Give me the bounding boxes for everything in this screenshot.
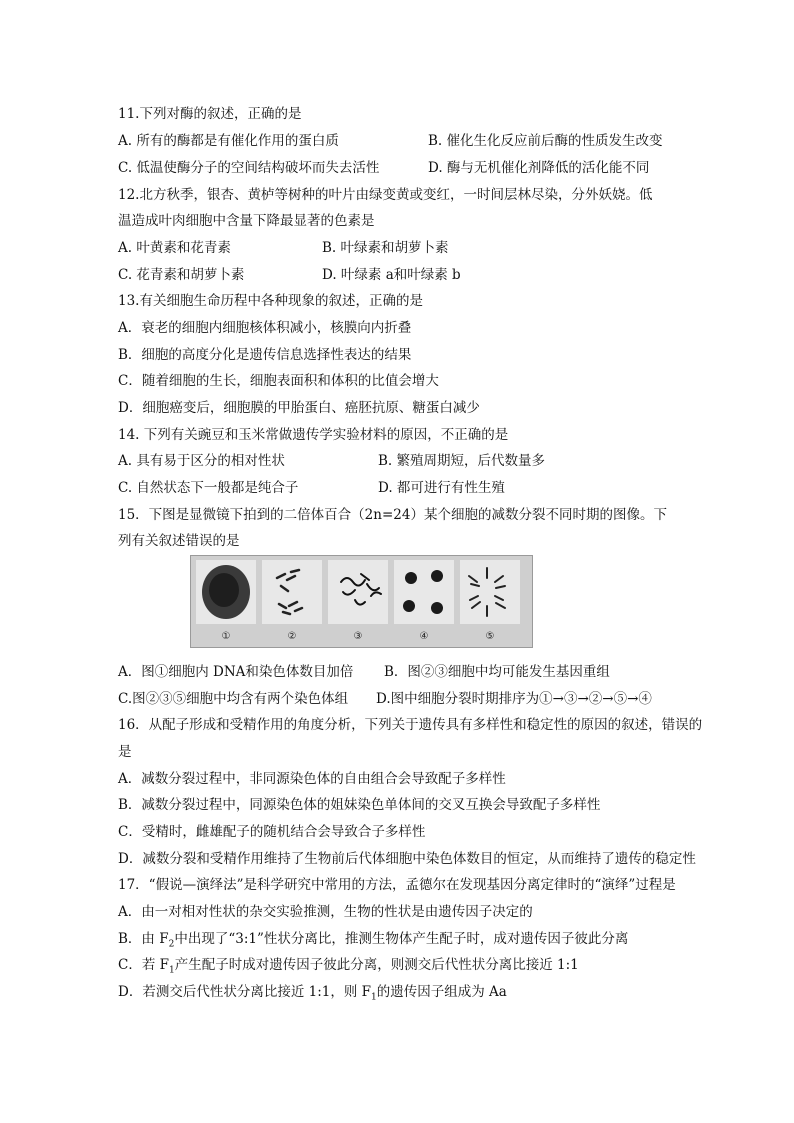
q14-option-c: C. 自然状态下一般都是纯合子 bbox=[118, 480, 299, 496]
q17-b-subscript: 2 bbox=[168, 939, 175, 950]
q17-b-prefix: B．由 F bbox=[118, 931, 169, 947]
q15-option-b: B．图②③细胞中均可能发生基因重组 bbox=[384, 664, 610, 680]
q15-option-a: A．图①细胞内 DNA和染色体数目加倍 bbox=[118, 664, 354, 680]
q12-stem-line2: 温造成叶肉细胞中含量下降最显著的色素是 bbox=[118, 213, 375, 229]
q13-option-a: A．衰老的细胞内细胞核体积减小，核膜向内折叠 bbox=[118, 320, 412, 336]
q17-option-a: A．由一对相对性状的杂交实验推测，生物的性状是由遗传因子决定的 bbox=[118, 904, 533, 920]
q16-option-c: C．受精时，雌雄配子的随机结合会导致合子多样性 bbox=[118, 824, 426, 840]
q11-stem: 11.下列对酶的叙述，正确的是 bbox=[118, 106, 302, 122]
q14-option-b: B. 繁殖周期短，后代数量多 bbox=[378, 453, 546, 469]
q17-d-subscript: 1 bbox=[371, 992, 377, 1003]
q14-stem: 14. 下列有关豌豆和玉米常做遗传学实验材料的原因，不正确的是 bbox=[118, 427, 509, 443]
q16-stem-line1: 16．从配子形成和受精作用的角度分析，下列关于遗传具有多样性和稳定性的原因的叙述，错误的 bbox=[118, 717, 703, 733]
q11-option-a: A. 所有的酶都是有催化作用的蛋白质 bbox=[118, 133, 339, 149]
q12-stem-line1: 12.北方秋季，银杏、黄栌等树种的叶片由绿变黄或变红，一时间层林尽染，分外妖娆。低 bbox=[118, 187, 653, 203]
q15-option-d: D.图中细胞分裂时期排序为①→③→②→⑤→④ bbox=[376, 691, 652, 707]
q13-option-b: B．细胞的高度分化是遗传信息选择性表达的结果 bbox=[118, 347, 412, 363]
q17-stem: 17．“假说—演绎法”是科学研究中常用的方法，孟德尔在发现基因分离定律时的“演绎”过程是 bbox=[118, 877, 676, 893]
q13-stem: 13.有关细胞生命历程中各种现象的叙述，正确的是 bbox=[118, 293, 423, 309]
q14-option-a: A. 具有易于区分的相对性状 bbox=[118, 453, 285, 469]
q16-option-d: D．减数分裂和受精作用维持了生物前后代体细胞中染色体数目的恒定，从而维持了遗传的稳定性 bbox=[118, 851, 696, 867]
q13-option-c: C．随着细胞的生长，细胞表面积和体积的比值会增大 bbox=[118, 373, 439, 389]
panel-label-1: ① bbox=[221, 631, 231, 642]
q12-option-b: B. 叶绿素和胡萝卜素 bbox=[322, 240, 449, 256]
q17-option-d bbox=[118, 982, 507, 1002]
panel-label-2: ② bbox=[287, 631, 297, 642]
q11-option-b: B. 催化生化反应前后酶的性质发生改变 bbox=[428, 133, 663, 149]
panel-label-3: ③ bbox=[353, 631, 363, 642]
q17-c-prefix: C．若 F bbox=[118, 957, 169, 973]
q11-option-c: C. 低温使酶分子的空间结构破坏而失去活性 bbox=[118, 160, 380, 176]
q17-c-suffix: 产生配子时成对遗传因子彼此分离，则测交后代性状分离比接近 1:1 bbox=[174, 957, 579, 973]
q15-stem-line2: 列有关叙述错误的是 bbox=[118, 533, 240, 549]
q15-option-c: C.图②③⑤细胞中均含有两个染色体组 bbox=[118, 691, 349, 707]
q16-option-b: B．减数分裂过程中，同源染色体的姐妹染色单体间的交叉互换会导致配子多样性 bbox=[118, 797, 601, 813]
q16-stem-line2: 是 bbox=[118, 744, 132, 760]
q16-option-a: A．减数分裂过程中，非同源染色体的自由组合会导致配子多样性 bbox=[118, 771, 506, 787]
q17-d-prefix: D．若测交后代性状分离比接近 1:1，则 F bbox=[118, 984, 371, 1000]
q17-option-c bbox=[118, 955, 579, 975]
q13-option-d: D．细胞癌变后，细胞膜的甲胎蛋白、癌胚抗原、糖蛋白减少 bbox=[118, 400, 480, 416]
q12-option-a: A. 叶黄素和花青素 bbox=[118, 240, 231, 256]
q11-option-d: D. 酶与无机催化剂降低的活化能不同 bbox=[428, 160, 650, 176]
q17-d-suffix: 的遗传因子组成为 Aa bbox=[376, 984, 507, 1000]
q12-option-c: C. 花青素和胡萝卜素 bbox=[118, 267, 245, 283]
q17-b-suffix: 中出现了“3:1”性状分离比，推测生物体产生配子时，成对遗传因子彼此分离 bbox=[174, 931, 629, 947]
panel-label-4: ④ bbox=[419, 631, 429, 642]
q14-option-d: D. 都可进行有性生殖 bbox=[378, 480, 505, 496]
q17-option-b bbox=[118, 929, 628, 949]
q17-c-subscript: 1 bbox=[169, 965, 175, 976]
q12-option-d: D. 叶绿素 a和叶绿素 b bbox=[322, 267, 461, 283]
panel-label-5: ⑤ bbox=[485, 631, 495, 642]
q15-stem-line1: 15．下图是显微镜下拍到的二倍体百合（2n=24）某个细胞的减数分裂不同时期的图像。下 bbox=[118, 507, 667, 523]
meiosis-micrograph-figure bbox=[190, 555, 533, 648]
